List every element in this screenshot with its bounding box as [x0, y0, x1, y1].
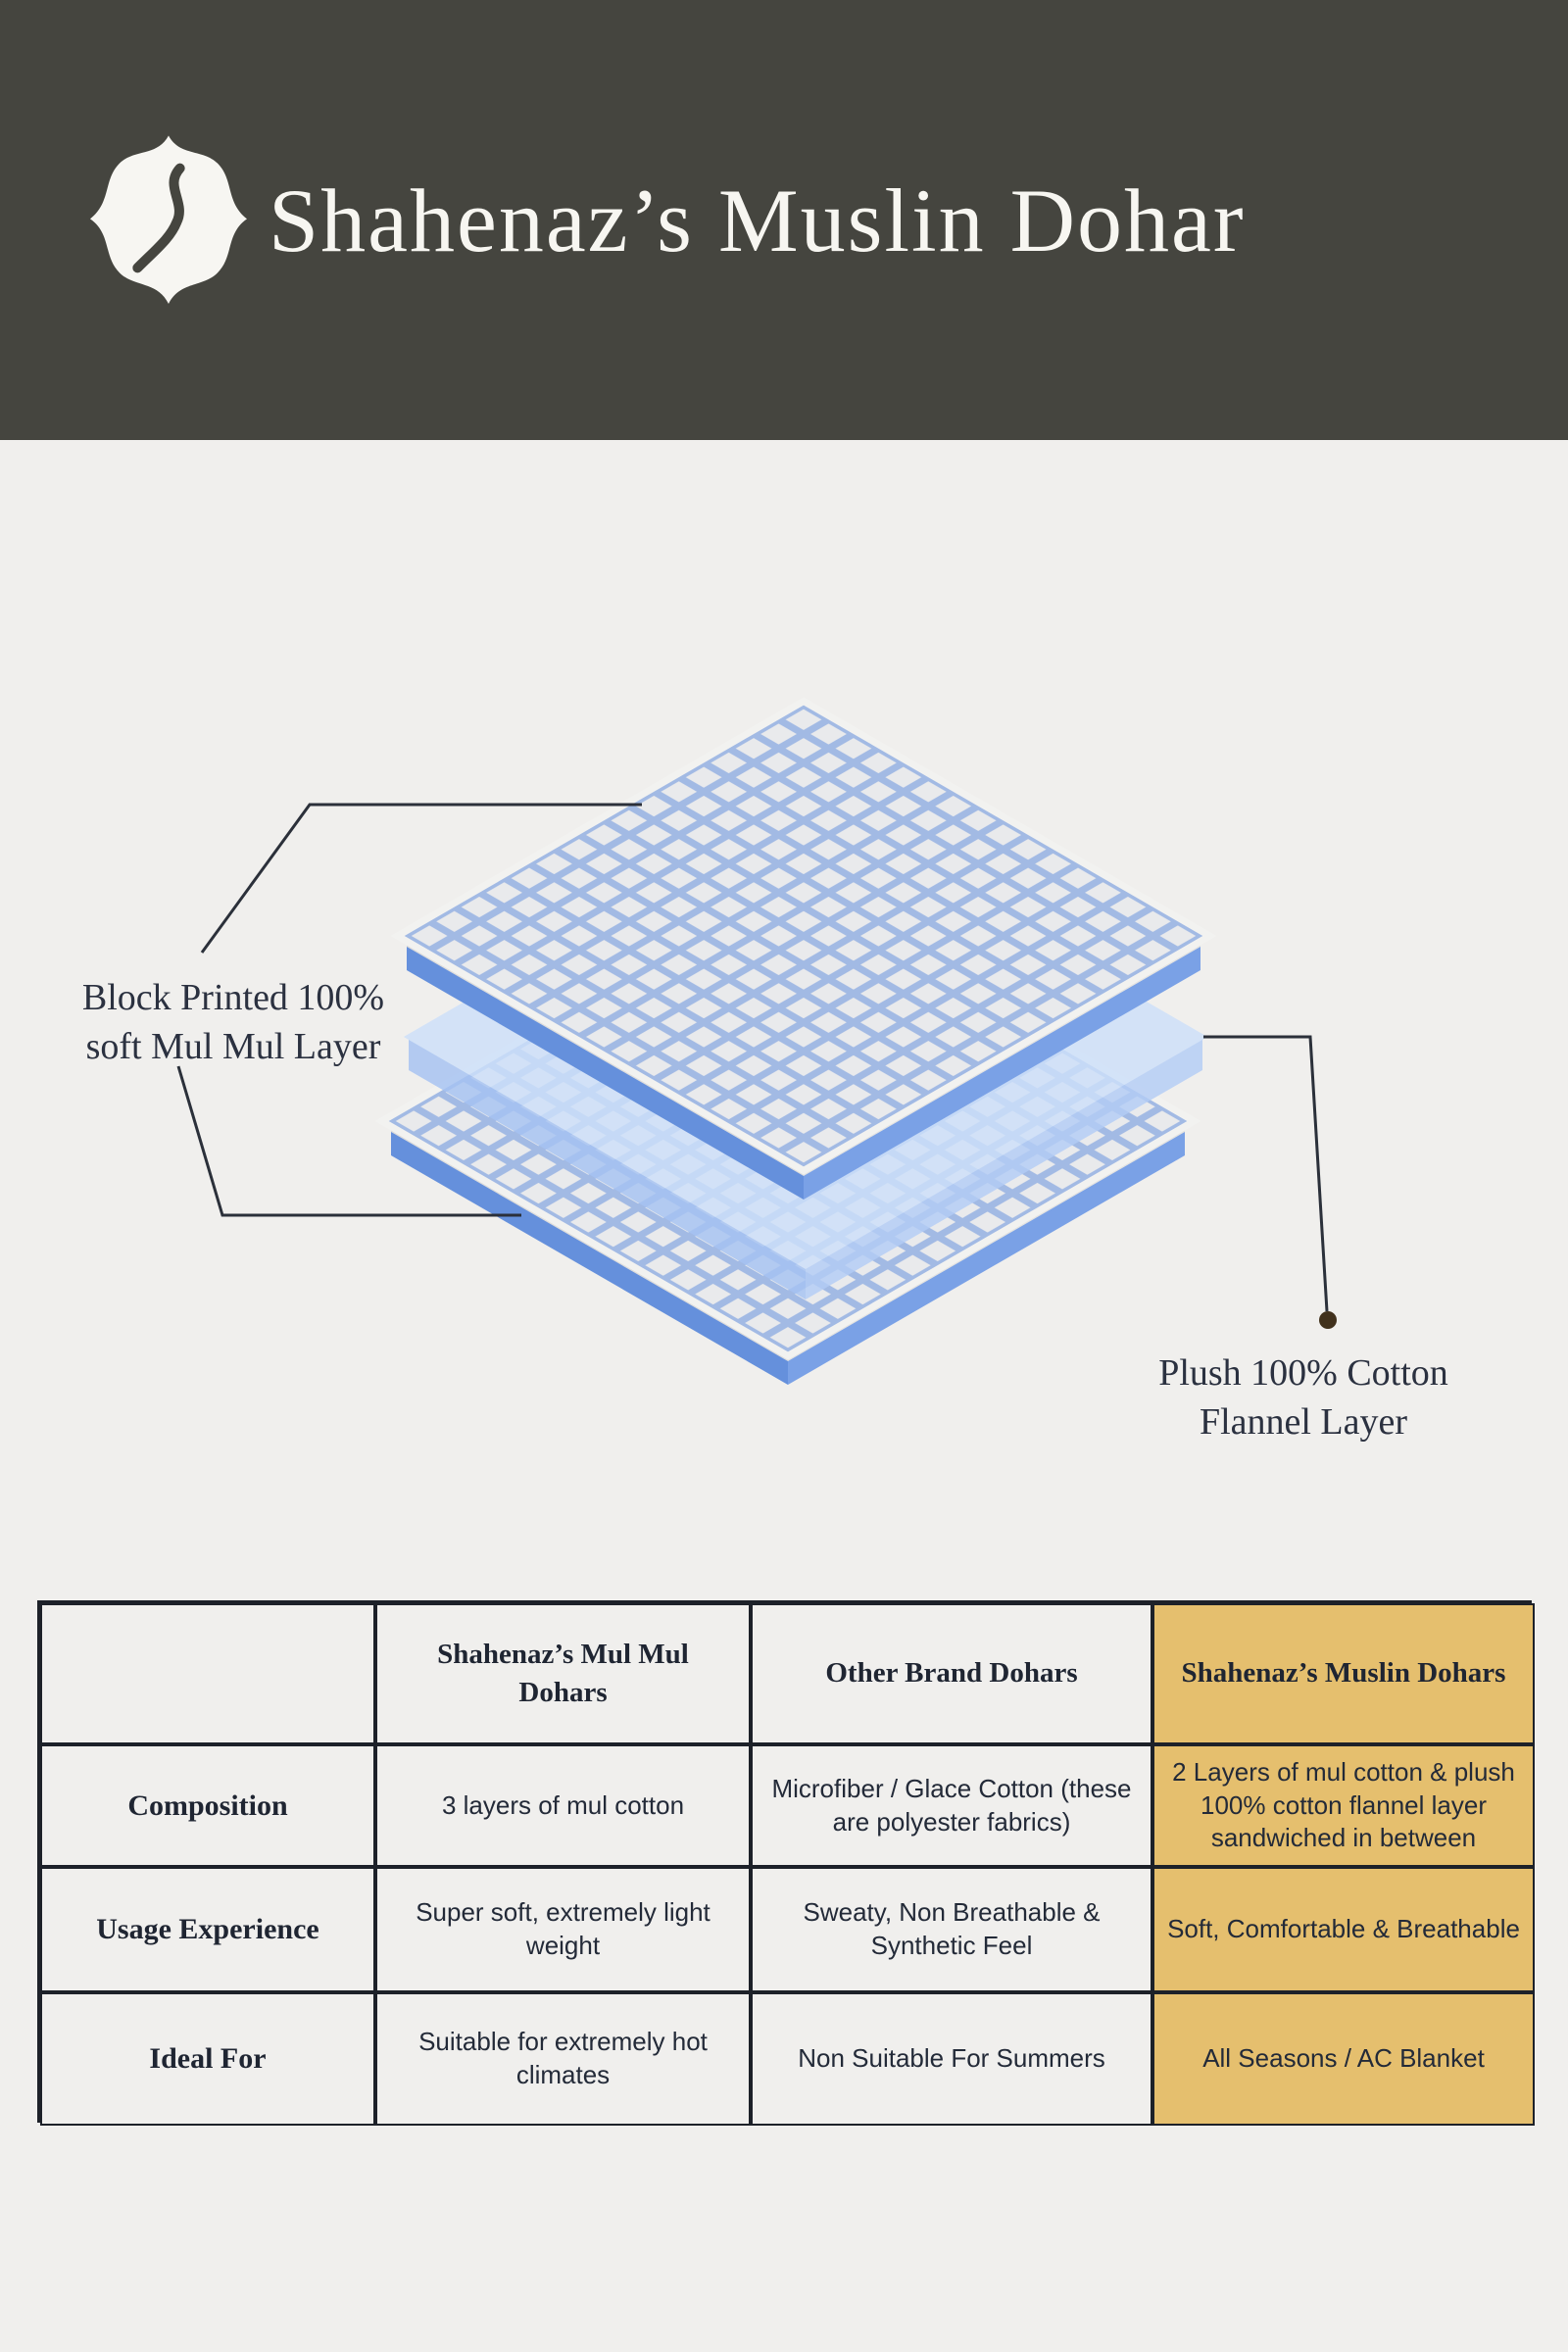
brand-header: [0, 0, 1568, 440]
table-cell: Suitable for extremely hot climates: [375, 1992, 751, 2126]
table-cell: Microfiber / Glace Cotton (these are polyester fabrics): [751, 1744, 1152, 1867]
comparison-table: [37, 1600, 1532, 2123]
leader-dot-icon: [1319, 1311, 1337, 1329]
label-line: Plush 100% Cotton: [1158, 1352, 1448, 1394]
leader-line-right: [1203, 1037, 1327, 1311]
column-header-mulmul: Shahenaz’s Mul Mul Dohars: [375, 1603, 751, 1744]
table-cell: 3 layers of mul cotton: [375, 1744, 751, 1867]
table-cell-highlight: Soft, Comfortable & Breathable: [1152, 1867, 1535, 1992]
column-header-other-brands: Other Brand Dohars: [751, 1603, 1152, 1744]
table-cell-highlight: All Seasons / AC Blanket: [1152, 1992, 1535, 2126]
label-line: soft Mul Mul Layer: [85, 1026, 381, 1068]
row-label-usage-experience: Usage Experience: [40, 1867, 375, 1992]
table-cell: Non Suitable For Summers: [751, 1992, 1152, 2126]
page-title: Shahenaz’s Muslin Dohar: [269, 170, 1246, 270]
table-cell-highlight: 2 Layers of mul cotton & plush 100% cotton flannel layer sandwiched in between: [1152, 1744, 1535, 1867]
label-line: Block Printed 100%: [81, 977, 385, 1018]
label-line: Flannel Layer: [1199, 1401, 1408, 1444]
table-cell: Super soft, extremely light weight: [375, 1867, 751, 1992]
column-header-muslin: Shahenaz’s Muslin Dohars: [1152, 1603, 1535, 1744]
medallion-shape: [90, 135, 247, 304]
shahenaz-monogram-icon: [86, 132, 251, 309]
row-label-ideal-for: Ideal For: [40, 1992, 375, 2126]
label-mul-mul-layer: [37, 973, 429, 1071]
table-corner-cell: [40, 1603, 375, 1744]
label-flannel-layer: [1105, 1348, 1501, 1446]
row-label-composition: Composition: [40, 1744, 375, 1867]
table-cell: Sweaty, Non Breathable & Synthetic Feel: [751, 1867, 1152, 1992]
